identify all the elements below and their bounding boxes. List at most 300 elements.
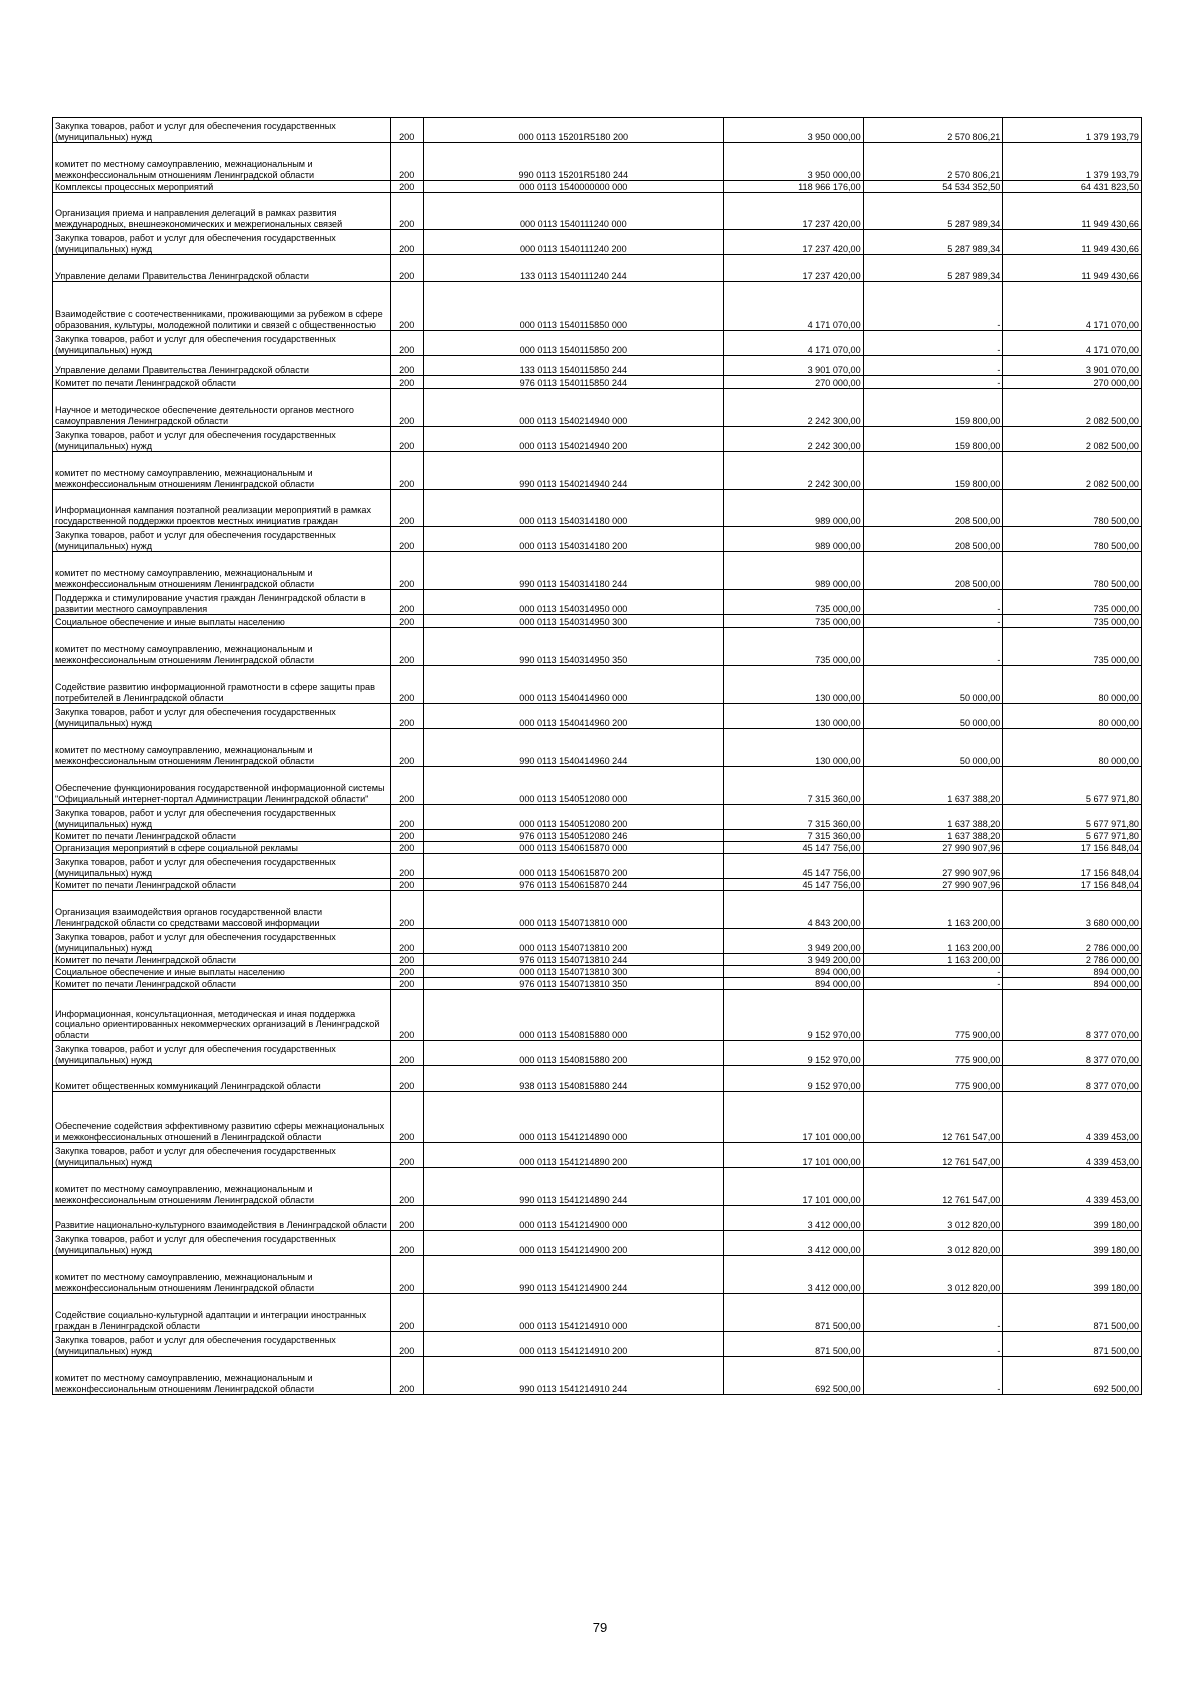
row-remaining-cell: 3 680 000,00 bbox=[1003, 891, 1142, 929]
table-row bbox=[53, 552, 1142, 590]
row-executed-cell: 2 570 806,21 bbox=[863, 118, 1003, 143]
table-row bbox=[53, 527, 1142, 552]
row-approved-cell: 3 950 000,00 bbox=[723, 118, 863, 143]
row-kbk-cell: 000 0113 1540314180 200 bbox=[423, 527, 723, 552]
row-code-cell: 200 bbox=[390, 356, 423, 376]
table-row bbox=[53, 193, 1142, 230]
row-code-cell: 200 bbox=[390, 143, 423, 181]
row-executed-cell: 775 900,00 bbox=[863, 990, 1003, 1041]
row-executed-cell: 159 800,00 bbox=[863, 452, 1003, 490]
table-row bbox=[53, 954, 1142, 966]
table-row bbox=[53, 879, 1142, 891]
row-kbk-cell: 976 0113 1540115850 244 bbox=[423, 376, 723, 389]
row-kbk-cell: 990 0113 15201R5180 244 bbox=[423, 143, 723, 181]
row-remaining-cell: 399 180,00 bbox=[1003, 1231, 1142, 1256]
row-executed-cell: - bbox=[863, 615, 1003, 628]
row-kbk-cell: 000 0113 1540815880 200 bbox=[423, 1041, 723, 1066]
row-kbk-cell: 976 0113 1540713810 350 bbox=[423, 978, 723, 990]
row-executed-cell: 208 500,00 bbox=[863, 552, 1003, 590]
row-kbk-cell: 000 0113 1540815880 000 bbox=[423, 990, 723, 1041]
row-code-cell: 200 bbox=[390, 978, 423, 990]
table-row bbox=[53, 891, 1142, 929]
table-row bbox=[53, 356, 1142, 376]
row-executed-cell: 27 990 907,96 bbox=[863, 842, 1003, 854]
table-row bbox=[53, 666, 1142, 704]
row-name-cell: Закупка товаров, работ и услуг для обеспечения государственных (муниципальных) нужд bbox=[53, 704, 391, 729]
row-kbk-cell: 000 0113 1540115850 200 bbox=[423, 331, 723, 356]
row-name-cell: Закупка товаров, работ и услуг для обеспечения государственных (муниципальных) нужд bbox=[53, 1143, 391, 1168]
row-name-cell: Комитет по печати Ленинградской области bbox=[53, 954, 391, 966]
row-remaining-cell: 11 949 430,66 bbox=[1003, 193, 1142, 230]
row-name-cell: Закупка товаров, работ и услуг для обеспечения государственных (муниципальных) нужд bbox=[53, 805, 391, 830]
row-approved-cell: 17 237 420,00 bbox=[723, 230, 863, 255]
row-name-cell: комитет по местному самоуправлению, межнациональным и межконфессиональным отношениям Ленинградской области bbox=[53, 452, 391, 490]
row-kbk-cell: 000 0113 1541214900 000 bbox=[423, 1206, 723, 1231]
row-name-cell: Развитие национально-культурного взаимодействия в Ленинградской области bbox=[53, 1206, 391, 1231]
row-approved-cell: 7 315 360,00 bbox=[723, 805, 863, 830]
row-kbk-cell: 000 0113 1540713810 200 bbox=[423, 929, 723, 954]
row-code-cell: 200 bbox=[390, 1206, 423, 1231]
row-remaining-cell: 871 500,00 bbox=[1003, 1294, 1142, 1332]
row-code-cell: 200 bbox=[390, 990, 423, 1041]
row-kbk-cell: 000 0113 1541214890 200 bbox=[423, 1143, 723, 1168]
row-name-cell: Комитет по печати Ленинградской области bbox=[53, 978, 391, 990]
row-code-cell: 200 bbox=[390, 1332, 423, 1357]
row-approved-cell: 3 949 200,00 bbox=[723, 929, 863, 954]
row-executed-cell: 1 163 200,00 bbox=[863, 929, 1003, 954]
row-remaining-cell: 735 000,00 bbox=[1003, 615, 1142, 628]
row-name-cell: Организация приема и направления делегаций в рамках развития международных, внешнеэкономических и межрегиональных связей bbox=[53, 193, 391, 230]
row-name-cell: комитет по местному самоуправлению, межнациональным и межконфессиональным отношениям Ленинградской области bbox=[53, 729, 391, 767]
row-approved-cell: 871 500,00 bbox=[723, 1332, 863, 1357]
row-approved-cell: 130 000,00 bbox=[723, 729, 863, 767]
row-remaining-cell: 399 180,00 bbox=[1003, 1206, 1142, 1231]
row-remaining-cell: 780 500,00 bbox=[1003, 552, 1142, 590]
row-code-cell: 200 bbox=[390, 1143, 423, 1168]
row-name-cell: Информационная кампания поэтапной реализации мероприятий в рамках государственной поддержки проектов местных инициатив граждан bbox=[53, 490, 391, 527]
row-remaining-cell: 780 500,00 bbox=[1003, 527, 1142, 552]
row-kbk-cell: 133 0113 1540111240 244 bbox=[423, 255, 723, 282]
row-approved-cell: 130 000,00 bbox=[723, 666, 863, 704]
row-approved-cell: 4 171 070,00 bbox=[723, 282, 863, 331]
row-name-cell: комитет по местному самоуправлению, межнациональным и межконфессиональным отношениям Ленинградской области bbox=[53, 143, 391, 181]
table-row bbox=[53, 1256, 1142, 1294]
budget-table bbox=[52, 117, 1142, 1395]
table-row bbox=[53, 842, 1142, 854]
row-name-cell: Обеспечение функционирования государственной информационной системы "Официальный интернет-портал Администрации Ленинградской области" bbox=[53, 767, 391, 805]
row-remaining-cell: 1 379 193,79 bbox=[1003, 118, 1142, 143]
row-code-cell: 200 bbox=[390, 704, 423, 729]
table-row bbox=[53, 118, 1142, 143]
row-remaining-cell: 1 379 193,79 bbox=[1003, 143, 1142, 181]
row-remaining-cell: 17 156 848,04 bbox=[1003, 854, 1142, 879]
row-code-cell: 200 bbox=[390, 452, 423, 490]
row-remaining-cell: 780 500,00 bbox=[1003, 490, 1142, 527]
row-name-cell: Закупка товаров, работ и услуг для обеспечения государственных (муниципальных) нужд bbox=[53, 1231, 391, 1256]
table-row bbox=[53, 1168, 1142, 1206]
row-name-cell: комитет по местному самоуправлению, межнациональным и межконфессиональным отношениям Ленинградской области bbox=[53, 1168, 391, 1206]
table-row bbox=[53, 389, 1142, 427]
row-kbk-cell: 990 0113 1540314950 350 bbox=[423, 628, 723, 666]
row-approved-cell: 3 412 000,00 bbox=[723, 1231, 863, 1256]
row-remaining-cell: 2 786 000,00 bbox=[1003, 954, 1142, 966]
row-remaining-cell: 11 949 430,66 bbox=[1003, 230, 1142, 255]
table-row bbox=[53, 628, 1142, 666]
row-name-cell: Комитет по печати Ленинградской области bbox=[53, 376, 391, 389]
row-code-cell: 200 bbox=[390, 767, 423, 805]
row-name-cell: Комитет по печати Ленинградской области bbox=[53, 879, 391, 891]
table-row bbox=[53, 929, 1142, 954]
row-executed-cell: 1 637 388,20 bbox=[863, 805, 1003, 830]
table-row bbox=[53, 331, 1142, 356]
row-kbk-cell: 990 0113 1540214940 244 bbox=[423, 452, 723, 490]
table-row bbox=[53, 805, 1142, 830]
row-approved-cell: 735 000,00 bbox=[723, 628, 863, 666]
row-remaining-cell: 871 500,00 bbox=[1003, 1332, 1142, 1357]
row-name-cell: Научное и методическое обеспечение деятельности органов местного самоуправления Ленинградской области bbox=[53, 389, 391, 427]
row-approved-cell: 871 500,00 bbox=[723, 1294, 863, 1332]
row-name-cell: Организация взаимодействия органов государственной власти Ленинградской области со средствами массовой информации bbox=[53, 891, 391, 929]
row-remaining-cell: 3 901 070,00 bbox=[1003, 356, 1142, 376]
row-code-cell: 200 bbox=[390, 255, 423, 282]
table-row bbox=[53, 282, 1142, 331]
row-code-cell: 200 bbox=[390, 805, 423, 830]
row-approved-cell: 894 000,00 bbox=[723, 966, 863, 978]
table-body bbox=[53, 118, 1142, 1395]
row-executed-cell: - bbox=[863, 282, 1003, 331]
row-kbk-cell: 990 0113 1541214910 244 bbox=[423, 1357, 723, 1395]
row-remaining-cell: 4 339 453,00 bbox=[1003, 1168, 1142, 1206]
row-remaining-cell: 4 339 453,00 bbox=[1003, 1092, 1142, 1143]
row-kbk-cell: 000 0113 1540713810 300 bbox=[423, 966, 723, 978]
row-kbk-cell: 976 0113 1540512080 246 bbox=[423, 830, 723, 842]
row-executed-cell: 27 990 907,96 bbox=[863, 879, 1003, 891]
table-row bbox=[53, 1092, 1142, 1143]
row-approved-cell: 2 242 300,00 bbox=[723, 452, 863, 490]
row-code-cell: 200 bbox=[390, 427, 423, 452]
row-remaining-cell: 5 677 971,80 bbox=[1003, 805, 1142, 830]
row-approved-cell: 989 000,00 bbox=[723, 527, 863, 552]
row-code-cell: 200 bbox=[390, 729, 423, 767]
row-approved-cell: 9 152 970,00 bbox=[723, 990, 863, 1041]
row-kbk-cell: 000 0113 1541214890 000 bbox=[423, 1092, 723, 1143]
row-executed-cell: - bbox=[863, 590, 1003, 615]
row-name-cell: Закупка товаров, работ и услуг для обеспечения государственных (муниципальных) нужд bbox=[53, 331, 391, 356]
row-code-cell: 200 bbox=[390, 193, 423, 230]
table-row bbox=[53, 376, 1142, 389]
table-row bbox=[53, 1294, 1142, 1332]
row-approved-cell: 9 152 970,00 bbox=[723, 1041, 863, 1066]
row-kbk-cell: 990 0113 1541214900 244 bbox=[423, 1256, 723, 1294]
row-code-cell: 200 bbox=[390, 854, 423, 879]
row-kbk-cell: 000 0113 1540414960 200 bbox=[423, 704, 723, 729]
row-approved-cell: 17 101 000,00 bbox=[723, 1143, 863, 1168]
row-code-cell: 200 bbox=[390, 118, 423, 143]
table-row bbox=[53, 1041, 1142, 1066]
row-remaining-cell: 80 000,00 bbox=[1003, 704, 1142, 729]
row-approved-cell: 989 000,00 bbox=[723, 552, 863, 590]
row-approved-cell: 270 000,00 bbox=[723, 376, 863, 389]
row-executed-cell: - bbox=[863, 331, 1003, 356]
row-approved-cell: 692 500,00 bbox=[723, 1357, 863, 1395]
row-kbk-cell: 990 0113 1540314180 244 bbox=[423, 552, 723, 590]
row-approved-cell: 4 171 070,00 bbox=[723, 331, 863, 356]
row-code-cell: 200 bbox=[390, 1294, 423, 1332]
table-row bbox=[53, 490, 1142, 527]
row-name-cell: Закупка товаров, работ и услуг для обеспечения государственных (муниципальных) нужд bbox=[53, 854, 391, 879]
row-code-cell: 200 bbox=[390, 1231, 423, 1256]
row-code-cell: 200 bbox=[390, 891, 423, 929]
budget-sheet bbox=[52, 117, 1142, 1395]
row-remaining-cell: 5 677 971,80 bbox=[1003, 830, 1142, 842]
table-row bbox=[53, 854, 1142, 879]
row-approved-cell: 3 950 000,00 bbox=[723, 143, 863, 181]
row-code-cell: 200 bbox=[390, 1041, 423, 1066]
row-approved-cell: 45 147 756,00 bbox=[723, 879, 863, 891]
row-kbk-cell: 000 0113 1540713810 000 bbox=[423, 891, 723, 929]
table-row bbox=[53, 767, 1142, 805]
row-code-cell: 200 bbox=[390, 490, 423, 527]
row-remaining-cell: 735 000,00 bbox=[1003, 628, 1142, 666]
row-name-cell: Закупка товаров, работ и услуг для обеспечения государственных (муниципальных) нужд bbox=[53, 118, 391, 143]
row-remaining-cell: 8 377 070,00 bbox=[1003, 990, 1142, 1041]
row-executed-cell: 159 800,00 bbox=[863, 427, 1003, 452]
row-executed-cell: 27 990 907,96 bbox=[863, 854, 1003, 879]
row-name-cell: Закупка товаров, работ и услуг для обеспечения государственных (муниципальных) нужд bbox=[53, 230, 391, 255]
row-name-cell: Закупка товаров, работ и услуг для обеспечения государственных (муниципальных) нужд bbox=[53, 929, 391, 954]
row-executed-cell: 50 000,00 bbox=[863, 729, 1003, 767]
row-code-cell: 200 bbox=[390, 1168, 423, 1206]
table-row bbox=[53, 1143, 1142, 1168]
row-code-cell: 200 bbox=[390, 842, 423, 854]
row-executed-cell: 5 287 989,34 bbox=[863, 255, 1003, 282]
row-approved-cell: 17 101 000,00 bbox=[723, 1092, 863, 1143]
row-approved-cell: 7 315 360,00 bbox=[723, 767, 863, 805]
row-approved-cell: 130 000,00 bbox=[723, 704, 863, 729]
row-kbk-cell: 000 0113 1540314950 000 bbox=[423, 590, 723, 615]
row-kbk-cell: 000 0113 15201R5180 200 bbox=[423, 118, 723, 143]
table-row bbox=[53, 990, 1142, 1041]
row-kbk-cell: 000 0113 1540414960 000 bbox=[423, 666, 723, 704]
row-name-cell: Организация мероприятий в сфере социальной рекламы bbox=[53, 842, 391, 854]
row-code-cell: 200 bbox=[390, 1066, 423, 1092]
row-remaining-cell: 692 500,00 bbox=[1003, 1357, 1142, 1395]
row-kbk-cell: 000 0113 1540314180 000 bbox=[423, 490, 723, 527]
row-remaining-cell: 894 000,00 bbox=[1003, 966, 1142, 978]
row-approved-cell: 118 966 176,00 bbox=[723, 181, 863, 193]
row-code-cell: 200 bbox=[390, 628, 423, 666]
table-row bbox=[53, 427, 1142, 452]
row-executed-cell: 208 500,00 bbox=[863, 527, 1003, 552]
row-remaining-cell: 80 000,00 bbox=[1003, 666, 1142, 704]
row-executed-cell: 12 761 547,00 bbox=[863, 1143, 1003, 1168]
row-remaining-cell: 8 377 070,00 bbox=[1003, 1066, 1142, 1092]
row-approved-cell: 45 147 756,00 bbox=[723, 842, 863, 854]
row-kbk-cell: 000 0113 1540615870 200 bbox=[423, 854, 723, 879]
row-name-cell: комитет по местному самоуправлению, межнациональным и межконфессиональным отношениям Ленинградской области bbox=[53, 628, 391, 666]
row-remaining-cell: 2 786 000,00 bbox=[1003, 929, 1142, 954]
row-name-cell: комитет по местному самоуправлению, межнациональным и межконфессиональным отношениям Ленинградской области bbox=[53, 1256, 391, 1294]
row-name-cell: Социальное обеспечение и иные выплаты населению bbox=[53, 966, 391, 978]
row-kbk-cell: 990 0113 1541214890 244 bbox=[423, 1168, 723, 1206]
row-code-cell: 200 bbox=[390, 181, 423, 193]
row-remaining-cell: 735 000,00 bbox=[1003, 590, 1142, 615]
row-executed-cell: 1 163 200,00 bbox=[863, 954, 1003, 966]
table-row bbox=[53, 1332, 1142, 1357]
row-remaining-cell: 2 082 500,00 bbox=[1003, 389, 1142, 427]
row-executed-cell: - bbox=[863, 356, 1003, 376]
row-remaining-cell: 894 000,00 bbox=[1003, 978, 1142, 990]
row-code-cell: 200 bbox=[390, 666, 423, 704]
page-number: 79 bbox=[592, 1620, 608, 1635]
row-name-cell: Содействие развитию информационной грамотности в сфере защиты прав потребителей в Ленинградской области bbox=[53, 666, 391, 704]
row-kbk-cell: 976 0113 1540713810 244 bbox=[423, 954, 723, 966]
table-row bbox=[53, 1231, 1142, 1256]
row-code-cell: 200 bbox=[390, 282, 423, 331]
row-executed-cell: 50 000,00 bbox=[863, 704, 1003, 729]
row-approved-cell: 3 949 200,00 bbox=[723, 954, 863, 966]
row-name-cell: Комитет общественных коммуникаций Ленинградской области bbox=[53, 1066, 391, 1092]
row-code-cell: 200 bbox=[390, 590, 423, 615]
row-executed-cell: 54 534 352,50 bbox=[863, 181, 1003, 193]
row-executed-cell: - bbox=[863, 1357, 1003, 1395]
row-approved-cell: 9 152 970,00 bbox=[723, 1066, 863, 1092]
row-code-cell: 200 bbox=[390, 830, 423, 842]
table-row bbox=[53, 1357, 1142, 1395]
row-name-cell: Управление делами Правительства Ленинградской области bbox=[53, 356, 391, 376]
table-row bbox=[53, 452, 1142, 490]
table-row bbox=[53, 230, 1142, 255]
row-executed-cell: 5 287 989,34 bbox=[863, 193, 1003, 230]
table-row bbox=[53, 1066, 1142, 1092]
table-row bbox=[53, 830, 1142, 842]
row-approved-cell: 17 101 000,00 bbox=[723, 1168, 863, 1206]
table-row bbox=[53, 729, 1142, 767]
row-remaining-cell: 8 377 070,00 bbox=[1003, 1041, 1142, 1066]
row-code-cell: 200 bbox=[390, 1357, 423, 1395]
row-executed-cell: 3 012 820,00 bbox=[863, 1206, 1003, 1231]
row-executed-cell: 50 000,00 bbox=[863, 666, 1003, 704]
row-kbk-cell: 133 0113 1540115850 244 bbox=[423, 356, 723, 376]
table-row bbox=[53, 615, 1142, 628]
row-remaining-cell: 11 949 430,66 bbox=[1003, 255, 1142, 282]
row-code-cell: 200 bbox=[390, 527, 423, 552]
table-row bbox=[53, 181, 1142, 193]
row-kbk-cell: 000 0113 1540314950 300 bbox=[423, 615, 723, 628]
row-code-cell: 200 bbox=[390, 552, 423, 590]
row-executed-cell: 1 163 200,00 bbox=[863, 891, 1003, 929]
row-remaining-cell: 4 171 070,00 bbox=[1003, 282, 1142, 331]
row-approved-cell: 7 315 360,00 bbox=[723, 830, 863, 842]
row-code-cell: 200 bbox=[390, 954, 423, 966]
row-executed-cell: 12 761 547,00 bbox=[863, 1092, 1003, 1143]
row-code-cell: 200 bbox=[390, 615, 423, 628]
row-name-cell: Взаимодействие с соотечественниками, проживающими за рубежом в сфере образования, культуры, молодежной политики и связей с общественностью bbox=[53, 282, 391, 331]
row-executed-cell: - bbox=[863, 376, 1003, 389]
row-remaining-cell: 2 082 500,00 bbox=[1003, 427, 1142, 452]
row-approved-cell: 735 000,00 bbox=[723, 615, 863, 628]
row-approved-cell: 735 000,00 bbox=[723, 590, 863, 615]
row-approved-cell: 894 000,00 bbox=[723, 978, 863, 990]
table-row bbox=[53, 143, 1142, 181]
row-kbk-cell: 000 0113 1540000000 000 bbox=[423, 181, 723, 193]
row-approved-cell: 989 000,00 bbox=[723, 490, 863, 527]
row-name-cell: Управление делами Правительства Ленинградской области bbox=[53, 255, 391, 282]
table-row bbox=[53, 704, 1142, 729]
row-executed-cell: 3 012 820,00 bbox=[863, 1231, 1003, 1256]
row-kbk-cell: 000 0113 1540512080 000 bbox=[423, 767, 723, 805]
row-executed-cell: 1 637 388,20 bbox=[863, 767, 1003, 805]
row-executed-cell: - bbox=[863, 1294, 1003, 1332]
row-executed-cell: 2 570 806,21 bbox=[863, 143, 1003, 181]
row-name-cell: Закупка товаров, работ и услуг для обеспечения государственных (муниципальных) нужд bbox=[53, 527, 391, 552]
row-remaining-cell: 399 180,00 bbox=[1003, 1256, 1142, 1294]
row-code-cell: 200 bbox=[390, 966, 423, 978]
row-approved-cell: 2 242 300,00 bbox=[723, 427, 863, 452]
row-executed-cell: - bbox=[863, 1332, 1003, 1357]
row-name-cell: комитет по местному самоуправлению, межнациональным и межконфессиональным отношениям Ленинградской области bbox=[53, 552, 391, 590]
row-kbk-cell: 000 0113 1541214910 200 bbox=[423, 1332, 723, 1357]
row-kbk-cell: 000 0113 1540512080 200 bbox=[423, 805, 723, 830]
row-executed-cell: 1 637 388,20 bbox=[863, 830, 1003, 842]
row-kbk-cell: 976 0113 1540615870 244 bbox=[423, 879, 723, 891]
row-name-cell: Закупка товаров, работ и услуг для обеспечения государственных (муниципальных) нужд bbox=[53, 1041, 391, 1066]
row-code-cell: 200 bbox=[390, 230, 423, 255]
table-row bbox=[53, 255, 1142, 282]
row-approved-cell: 17 237 420,00 bbox=[723, 255, 863, 282]
row-name-cell: Комитет по печати Ленинградской области bbox=[53, 830, 391, 842]
row-executed-cell: 5 287 989,34 bbox=[863, 230, 1003, 255]
row-remaining-cell: 17 156 848,04 bbox=[1003, 879, 1142, 891]
row-executed-cell: - bbox=[863, 978, 1003, 990]
row-remaining-cell: 64 431 823,50 bbox=[1003, 181, 1142, 193]
row-name-cell: Обеспечение содействия эффективному развитию сферы межнациональных и межконфессиональных отношений в Ленинградской области bbox=[53, 1092, 391, 1143]
row-executed-cell: 775 900,00 bbox=[863, 1041, 1003, 1066]
row-remaining-cell: 270 000,00 bbox=[1003, 376, 1142, 389]
row-name-cell: комитет по местному самоуправлению, межнациональным и межконфессиональным отношениям Ленинградской области bbox=[53, 1357, 391, 1395]
row-code-cell: 200 bbox=[390, 1092, 423, 1143]
table-row bbox=[53, 590, 1142, 615]
row-kbk-cell: 000 0113 1540214940 000 bbox=[423, 389, 723, 427]
row-code-cell: 200 bbox=[390, 1256, 423, 1294]
row-approved-cell: 17 237 420,00 bbox=[723, 193, 863, 230]
row-kbk-cell: 000 0113 1541214900 200 bbox=[423, 1231, 723, 1256]
row-kbk-cell: 000 0113 1540111240 000 bbox=[423, 193, 723, 230]
row-remaining-cell: 17 156 848,04 bbox=[1003, 842, 1142, 854]
row-executed-cell: 775 900,00 bbox=[863, 1066, 1003, 1092]
row-kbk-cell: 000 0113 1541214910 000 bbox=[423, 1294, 723, 1332]
row-executed-cell: 3 012 820,00 bbox=[863, 1256, 1003, 1294]
row-code-cell: 200 bbox=[390, 929, 423, 954]
row-code-cell: 200 bbox=[390, 879, 423, 891]
row-executed-cell: - bbox=[863, 966, 1003, 978]
row-approved-cell: 3 901 070,00 bbox=[723, 356, 863, 376]
row-name-cell: Информационная, консультационная, методическая и иная поддержка социально ориентированных некоммерческих организаций в Ленинградской области bbox=[53, 990, 391, 1041]
row-approved-cell: 3 412 000,00 bbox=[723, 1256, 863, 1294]
row-remaining-cell: 80 000,00 bbox=[1003, 729, 1142, 767]
row-executed-cell: 208 500,00 bbox=[863, 490, 1003, 527]
row-remaining-cell: 4 171 070,00 bbox=[1003, 331, 1142, 356]
row-executed-cell: 12 761 547,00 bbox=[863, 1168, 1003, 1206]
row-remaining-cell: 4 339 453,00 bbox=[1003, 1143, 1142, 1168]
row-code-cell: 200 bbox=[390, 376, 423, 389]
row-name-cell: Содействие социально-культурной адаптации и интеграции иностранных граждан в Ленинградской области bbox=[53, 1294, 391, 1332]
row-name-cell: Социальное обеспечение и иные выплаты населению bbox=[53, 615, 391, 628]
row-name-cell: Поддержка и стимулирование участия граждан Ленинградской области в развитии местного самоуправления bbox=[53, 590, 391, 615]
row-remaining-cell: 5 677 971,80 bbox=[1003, 767, 1142, 805]
row-name-cell: Закупка товаров, работ и услуг для обеспечения государственных (муниципальных) нужд bbox=[53, 427, 391, 452]
row-kbk-cell: 990 0113 1540414960 244 bbox=[423, 729, 723, 767]
